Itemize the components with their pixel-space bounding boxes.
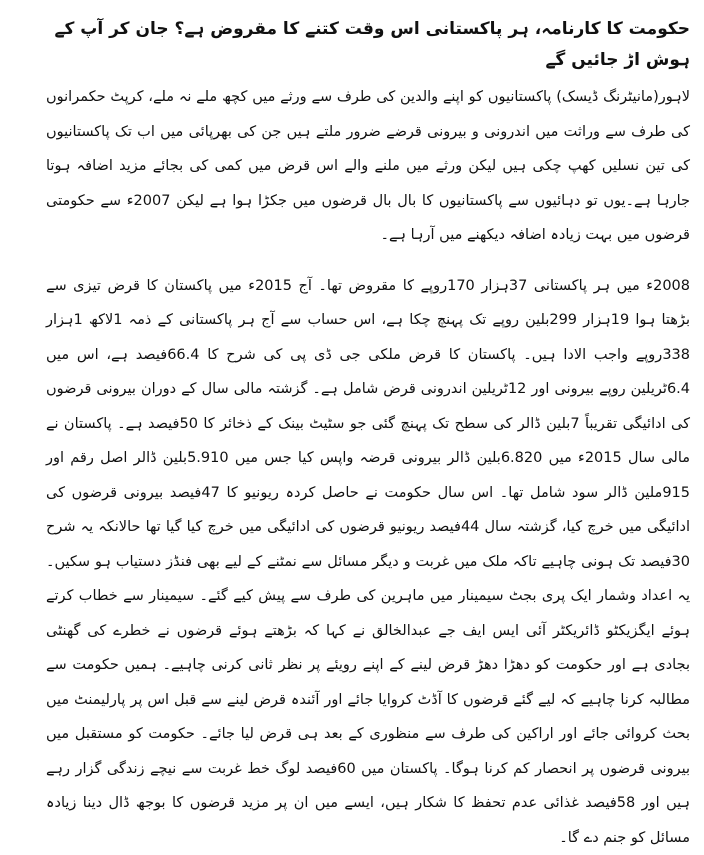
article-paragraph-body: 2008ء میں ہر پاکستانی 37ہزار 170روپے کا مقروض تھا۔ آج 2015ء میں پاکستان کا قرض تیزی سے بڑھتا ہوا 19ہزار 299بلین روپے تک پہنچ چکا ہے، اس حساب سے آج ہر پاکستانی کے ذمہ 1لاکھ 1ہزار 338روپے واجب الادا ہیں۔ پاکستان کا قرض ملکی جی ڈی پی کی شرح کا 66.4فیصد ہے، اس میں 6.4ٹریلین روپے بیرونی اور 12ٹریلین اندرونی قرض شامل ہے۔ گزشتہ مالی سال کے دوران بیرونی قرضوں کی ادائیگی تقریباً 7بلین ڈالر کی سطح تک پہنچ گئی جو سٹیٹ بینک کے ذخائر کا 50فیصد ہے۔ پاکستان نے مالی سال 2015ء میں 6.820بلین ڈالر بیرونی قرضہ واپس کیا جس میں 5.910بلین ڈالر اصل رقم اور 915ملین ڈالر سود شامل تھا۔ اس سال حکومت نے حاصل کردہ ریونیو کا 47فیصد بیرونی قرضوں کی ادائیگی میں خرچ کیا، گزشتہ سال 44فیصد ریونیو قرضوں کی ادائیگی میں خرچ کیا گیا تھا حالانکہ یہ شرح 30فیصد تک ہونی چاہیے تاکہ ملک میں غربت و دیگر مسائل سے نمٹنے کے لیے بھی فنڈز دستیاب ہو سکیں۔ یہ اعداد وشمار ایک پری بجٹ سیمینار میں ماہرین کی طرف سے پیش کیے گئے۔ سیمینار سے خطاب کرتے ہوئے ایگزیکٹو ڈائریکٹر آئی ایس ایف جے عبدالخالق نے کہا کہ بڑھتے ہوئے قرضوں نے خطرے کی گھنٹی بجادی ہے اور حکومت کو دھڑا دھڑ قرض لینے کے اپنے رویئے پر نظر ثانی کرنی چاہیے۔ ہمیں حکومت سے مطالبہ کرنا چاہیے کہ لیے گئے قرضوں کا آڈٹ کروایا جائے اور آئندہ قرض لینے سے قبل اس پر پارلیمنٹ میں بحث کروائی جائے اور اراکین کی طرف سے منظوری کے بعد ہی قرض لیا جائے۔ حکومت کو مستقبل میں بیرونی قرضوں پر انحصار کم کرنا ہوگا۔ پاکستان میں 60فیصد لوگ خط غربت سے نیچے زندگی گزار رہے ہیں اور 58فیصد غذائی عدم تحفظ کا شکار ہیں، ایسے میں ان پر مزید قرضوں کا بوجھ ڈال دینا زیادہ مسائل کو جنم دے گا۔	[46, 269, 690, 855]
article	[46, 8, 698, 818]
article-headline: حکومت کا کارنامہ، ہر پاکستانی اس وقت کتنے کا مقروض ہے؟ جان کر آپ کے ہوش اڑ جائیں گے	[46, 14, 690, 76]
article-paragraph-intro: لاہور(مانیٹرنگ ڈیسک) پاکستانیوں کو اپنے والدین کی طرف سے ورثے میں کچھ ملے نہ ملے، کرپٹ حکمرانوں کی طرف سے وراثت میں اندرونی و بیرونی قرضے ضرور ملتے ہیں جن کی بھرپائی میں اب تک پاکستانیوں کی تین نسلیں کھپ چکی ہیں لیکن ورثے میں ملنے والے اس قرض میں کمی کی بجائے مزید اضافہ ہوتا جارہا ہے۔یوں تو دہائیوں سے پاکستانیوں کا بال بال قرضوں میں جکڑا ہوا ہے لیکن 2007ء سے حکومتی قرضوں میں بہت زیادہ اضافہ دیکھنے میں آرہا ہے۔	[46, 80, 690, 253]
